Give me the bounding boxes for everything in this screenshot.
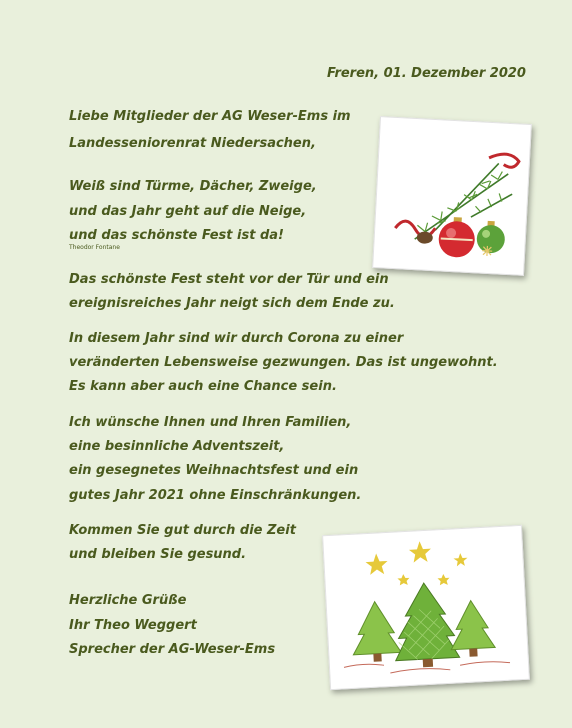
trees-image-card	[322, 525, 530, 690]
paragraph3-line-4: gutes Jahr 2021 ohne Einschränkungen.	[69, 488, 362, 503]
paragraph1-line-2: ereignisreiches Jahr neigt sich dem Ende zu.	[69, 296, 395, 311]
paragraph2-line-1: In diesem Jahr sind wir durch Corona zu einer	[69, 331, 404, 346]
salutation-line-1: Liebe Mitglieder der AG Weser-Ems im	[69, 109, 351, 124]
ornament-image-card	[372, 116, 532, 276]
closing-line-1: Herzliche Grüße	[69, 593, 187, 608]
letter-date: Freren, 01. Dezember 2020	[327, 66, 526, 81]
paragraph3-line-3: ein gesegnetes Weihnachtsfest und ein	[69, 463, 359, 478]
poem-line-2: und das Jahr geht auf die Neige,	[69, 204, 307, 219]
paragraph1-line-1: Das schönste Fest steht vor der Tür und ein	[69, 272, 389, 287]
paragraph3-line-1: Ich wünsche Ihnen und Ihren Familien,	[69, 415, 352, 430]
paragraph3-line-2: eine besinnliche Adventszeit,	[69, 439, 285, 454]
closing-line-2: Ihr Theo Weggert	[69, 618, 197, 633]
salutation-line-2: Landesseniorenrat Niedersachen,	[69, 136, 316, 151]
christmas-trees-icon	[323, 526, 529, 689]
poem-line-3: und das schönste Fest ist da!	[69, 228, 284, 243]
poem-line-1: Weiß sind Türme, Dächer, Zweige,	[69, 179, 317, 194]
paragraph2-line-2: veränderten Lebensweise gezwungen. Das ist ungewohnt.	[69, 355, 498, 370]
paragraph2-line-3: Es kann aber auch eine Chance sein.	[69, 379, 337, 394]
poem-author: Theodor Fontane	[69, 244, 120, 251]
paragraph4-line-2: und bleiben Sie gesund.	[69, 547, 247, 562]
closing-line-3: Sprecher der AG-Weser-Ems	[69, 642, 276, 657]
paragraph4-line-1: Kommen Sie gut durch die Zeit	[69, 523, 296, 538]
christmas-ornament-icon	[373, 117, 531, 275]
